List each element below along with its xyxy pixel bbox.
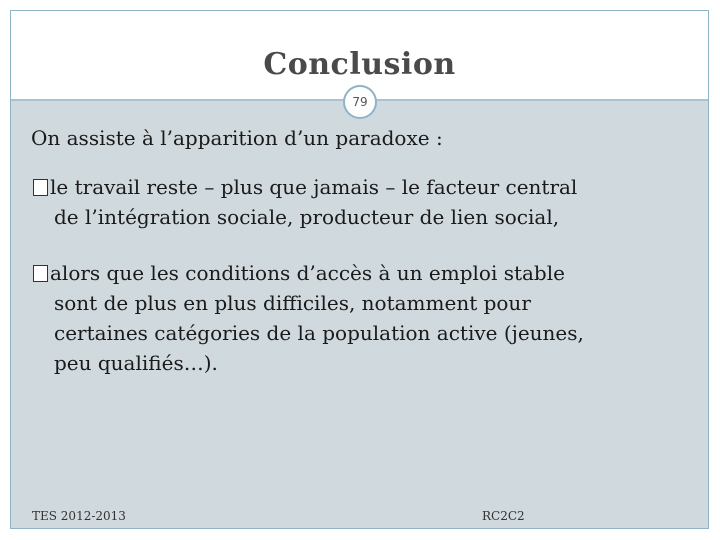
bullet-line: sont de plus en plus difficiles, notamment pour — [54, 291, 531, 315]
bullet-item — [33, 258, 681, 378]
bullet-line: de l’intégration sociale, producteur de lien social, — [54, 205, 560, 229]
bullet-item — [33, 172, 681, 232]
bullet-line — [33, 258, 681, 288]
bullet-line — [33, 172, 681, 202]
bullet-box-icon — [33, 265, 48, 282]
bullet-line: peu qualifiés…). — [54, 351, 218, 375]
slide-title: Conclusion — [263, 47, 456, 82]
page-number-badge: 79 — [343, 85, 377, 119]
bullet-line: certaines catégories de la population active (jeunes, — [54, 321, 584, 345]
footer-right-text: RC2C2 — [482, 509, 525, 523]
bullet-line-text: le travail reste – plus que jamais – le facteur central — [50, 175, 578, 199]
bullet-box-icon — [33, 179, 48, 196]
lead-text: On assiste à l’apparition d’un paradoxe : — [31, 126, 443, 150]
footer-left-text: TES 2012-2013 — [32, 509, 126, 523]
bullet-line-text: alors que les conditions d’accès à un emploi stable — [50, 261, 565, 285]
